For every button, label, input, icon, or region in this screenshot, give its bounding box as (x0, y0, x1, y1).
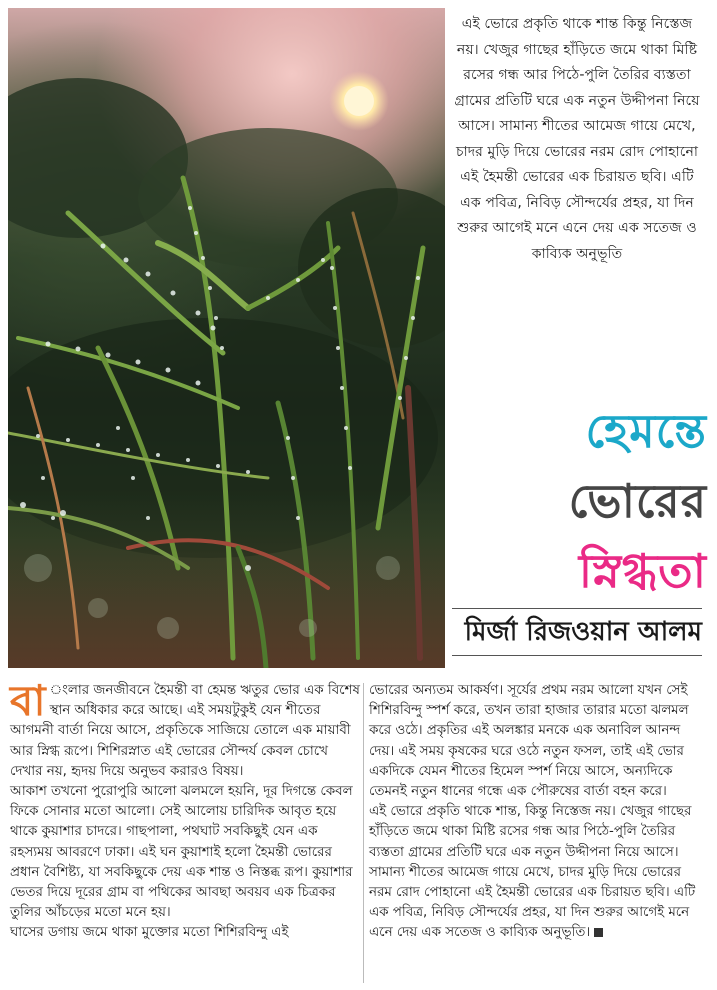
body-paragraph: আকাশ তখনো পুরোপুরি আলো ঝলমলে হয়নি, দূর দিগন্তে কেবল ফিকে সোনার মতো আলো। সেই আলোয় চারিদিক আবৃত হয়ে থাকে কুয়াশার চাদরে। গাছপালা, পথঘাট সবকিছুই যেন এক রহস্যময় আবরণে ঢাকা। এই ঘন কুয়াশাই হলো হৈমন্তী ভোরের প্রধান বৈশিষ্ট্য, যা সবকিছুকে দেয় এক শান্ত ও নিস্তব্ধ রূপ। কুয়াশার ভেতর দিয়ে দূরের গ্রাম বা পথিকের আবছা অবয়ব এক চিত্রকর তুলির আঁচড়ের মতো মনে হয়। (10, 784, 353, 921)
byline-top-rule (452, 608, 702, 609)
byline-bottom-rule (452, 655, 702, 656)
dew-grass-photo (8, 8, 445, 668)
end-of-article-mark (594, 928, 603, 937)
byline: মির্জা রিজওয়ান আলম (464, 617, 702, 647)
column-divider (363, 683, 364, 983)
headline-line-1: হেমন্তে (585, 404, 707, 458)
body-paragraph-text: এই ভোরে প্রকৃতি থাকে শান্ত, কিন্তু নিস্তেজ নয়। খেজুর গাছের হাঁড়িতে জমে থাকা মিষ্টি রসের গন্ধ আর পিঠে-পুলি তৈরির ব্যস্ততা গ্রামের প্রতিটি ঘরে এক নতুন উদ্দীপনা নিয়ে আসে। সামান্য শীতের আমেজ গায়ে মেখে, চাদর মুড়ি দিয়ে ভোরের নরম রোদ পোহানো এই হৈমন্তী ভোরের এক চিরায়ত ছবি। এটি এক পবিত্র, নিবিড় সৌন্দর্যের প্রহর, যা দিন শুরুর আগেই মনে এনে দেয় এক সতেজ ও কাব্যিক অনুভূতি। (369, 804, 696, 941)
body-column-right (369, 681, 705, 981)
headline-line-2: ভোরের (568, 474, 707, 528)
headline (445, 396, 707, 606)
body-paragraph: ংলার জনজীবনে হৈমন্তী বা হেমন্ত ঋতুর ভোর এক বিশেষ স্থান অধিকার করে আছে। এই সময়টুকুই যেন শীতের আগমনী বার্তা নিয়ে আসে, প্রকৃতিকে সাজিয়ে তোলে এক মায়াবী আর স্নিগ্ধ রূপে। শিশিরস্নাত এই ভোরের সৌন্দর্য কেবল চোখে দেখার নয়, হৃদয় দিয়ে অনুভব করারও বিষয়। (10, 683, 360, 779)
body-paragraph: ঘাসের ডগায় জমে থাকা মুক্তোর মতো শিশিরবিন্দু এই (10, 925, 289, 941)
dew-grass-illustration (8, 8, 445, 668)
body-column-left (10, 676, 360, 981)
headline-line-3: স্নিগ্ধতা (578, 544, 707, 598)
drop-cap: বা (10, 676, 46, 725)
body-paragraph (369, 802, 705, 943)
intro-text: এই ভোরে প্রকৃতি থাকে শান্ত কিন্তু নিস্তেজ নয়। খেজুর গাছের হাঁড়িতে জমে থাকা মিষ্টি রসের গন্ধ আর পিঠে-পুলি তৈরির ব্যস্ততা গ্রামের প্রতিটি ঘরে এক নতুন উদ্দীপনা নিয়ে আসে। সামান্য শীতের আমেজ গায়ে মেখে, চাদর মুড়ি দিয়ে ভোরের নরম রোদ পোহানো এই হৈমন্তী ভোরের এক চিরায়ত ছবি। এটি এক পবিত্র, নিবিড় সৌন্দর্যের প্রহর, যা দিন শুরুর আগেই মনে এনে দেয় এক সতেজ ও কাব্যিক অনুভূতি (454, 16, 700, 262)
body-paragraph: ভোরের অন্যতম আকর্ষণ। সূর্যের প্রথম নরম আলো যখন সেই শিশিরবিন্দু স্পর্শ করে, তখন তারা হাজার তারার মতো ঝলমল করে ওঠে। প্রকৃতির এই অলঙ্কার মনকে এক অনাবিল আনন্দ দেয়। এই সময় কৃষকের ঘরে ওঠে নতুন ফসল, তাই এই ভোর একদিকে যেমন শীতের হিমেল স্পর্শ নিয়ে আসে, অন্যদিকে তেমনই নতুন ধানের গন্ধে এক পৌরুষের বার্তা বহন করে। (369, 683, 689, 800)
